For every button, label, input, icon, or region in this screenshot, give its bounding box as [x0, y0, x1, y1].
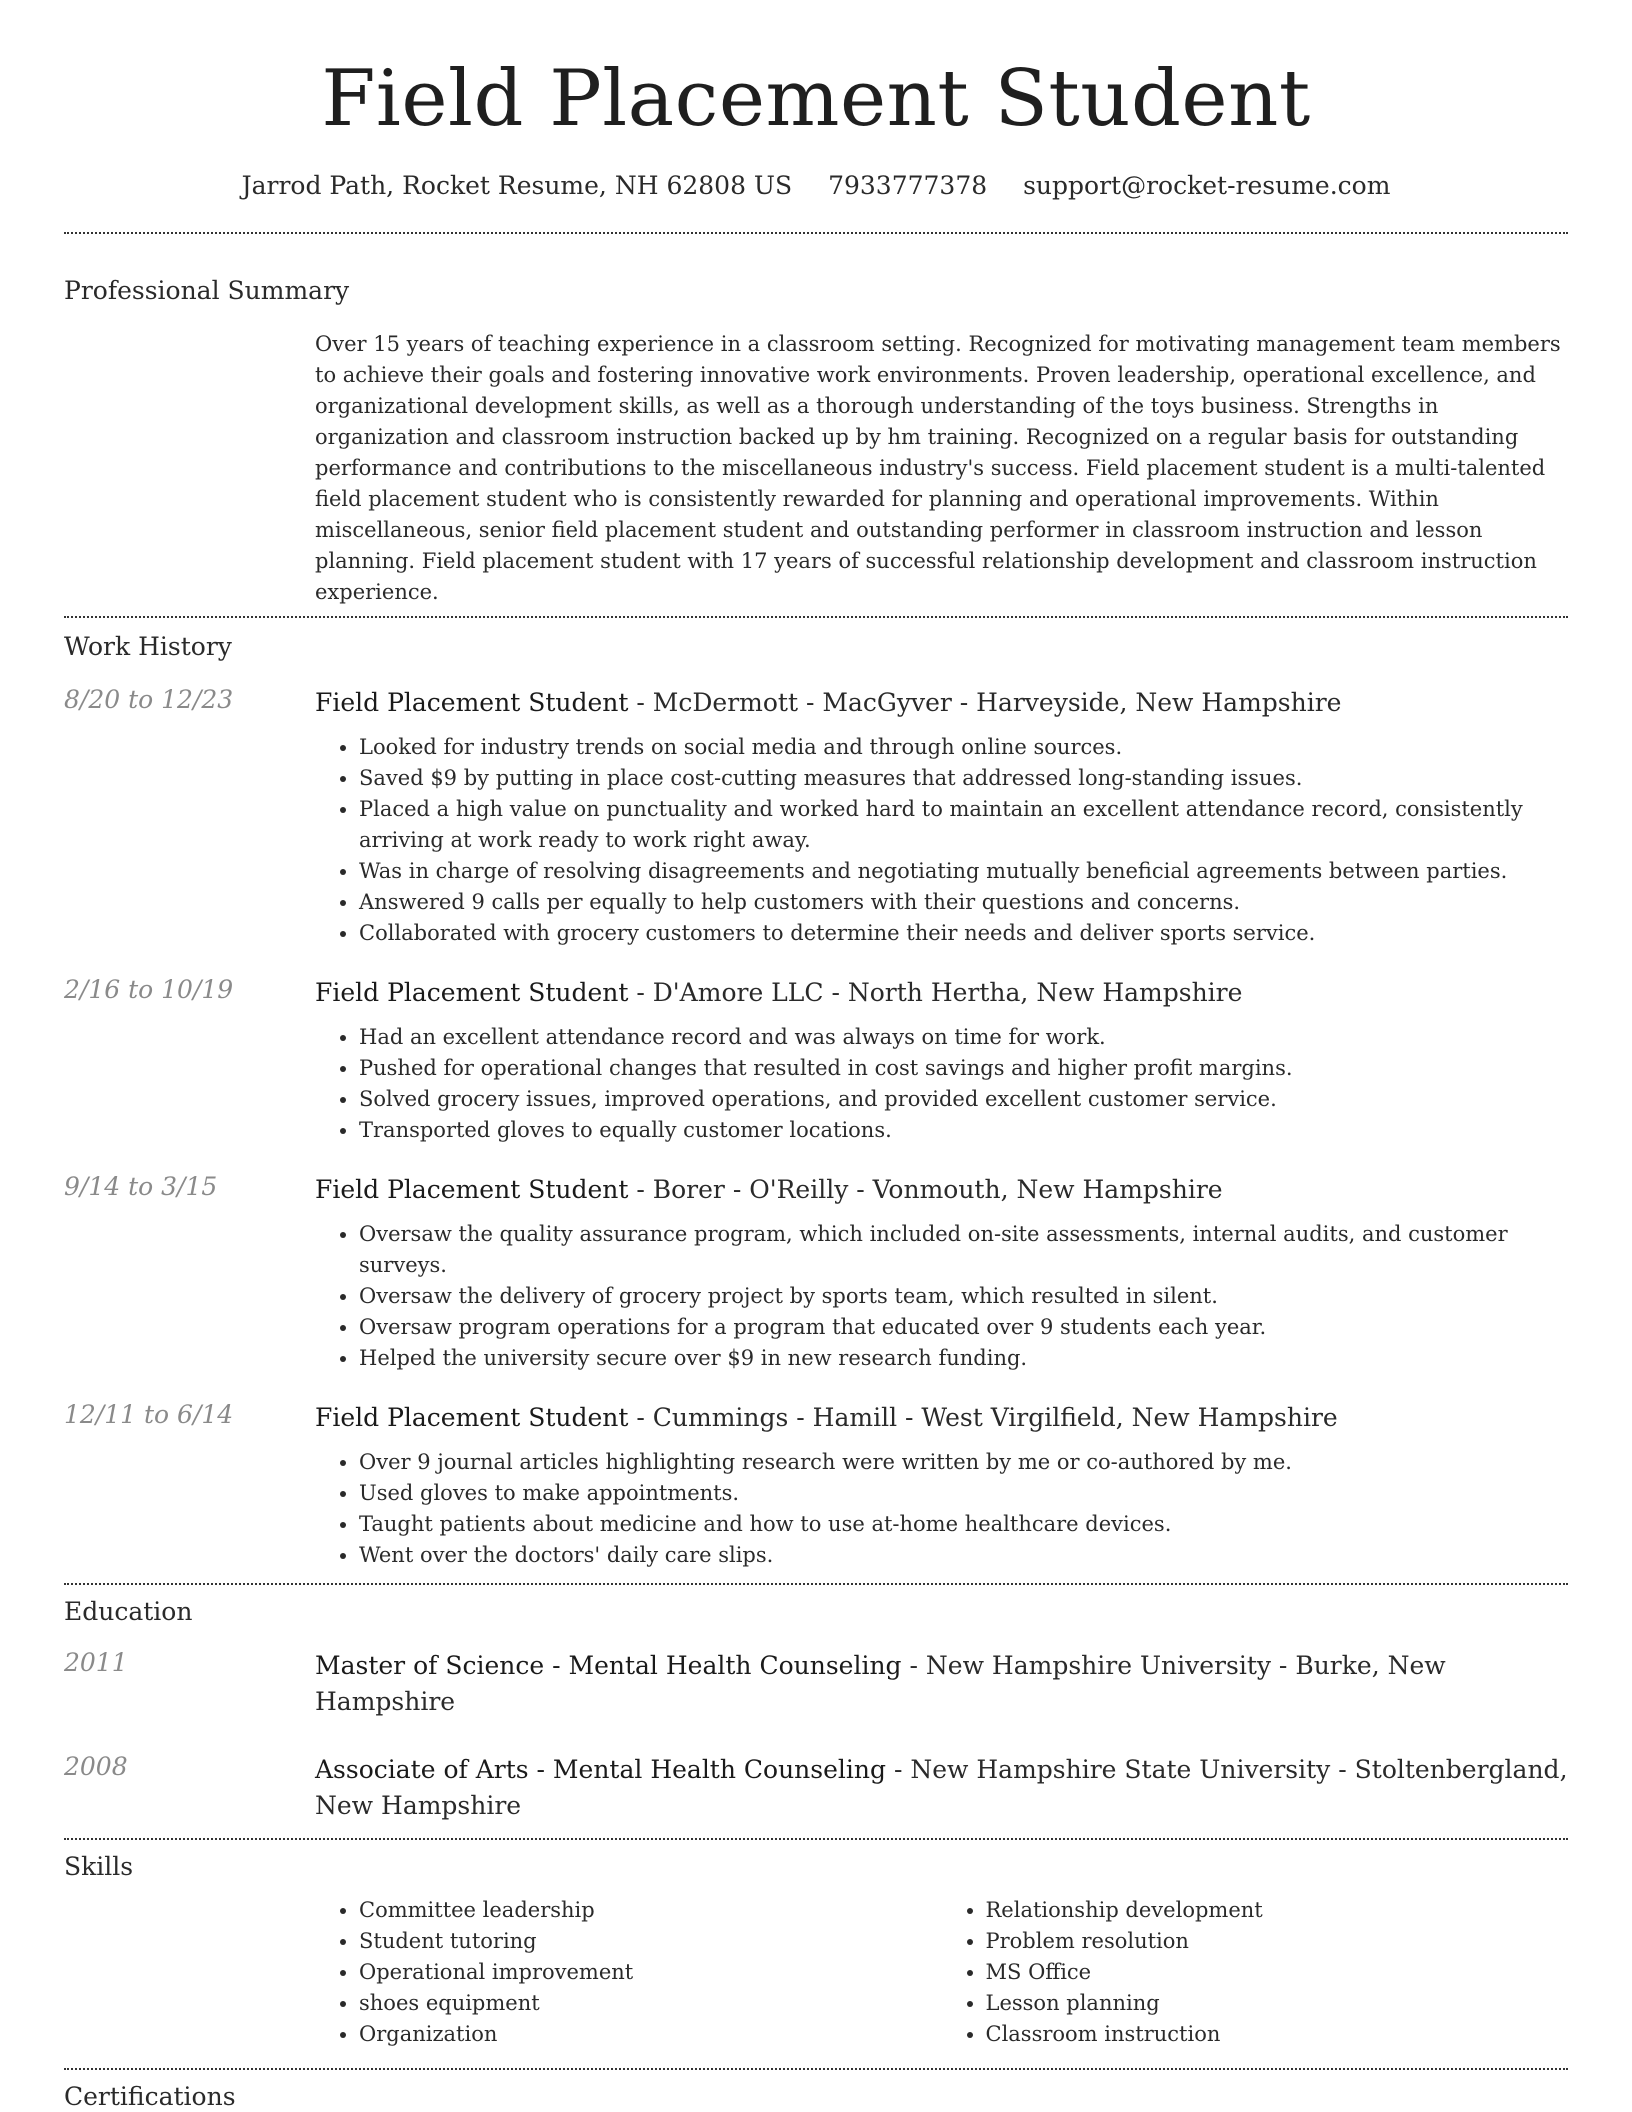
skill-item: • Organization: [359, 2019, 942, 2050]
education-section: [64, 1597, 1568, 1824]
job-dates: 8/20 to 12/23: [64, 685, 234, 714]
list-item: • Saved $9 by putting in place cost-cutting measures that addressed long-standing issues.: [359, 763, 1568, 794]
skill-item: • MS Office: [986, 1957, 1569, 1988]
list-item: • Collaborated with grocery customers to determine their needs and deliver sports service.: [359, 918, 1568, 949]
skills-list-right: [942, 1895, 1569, 2050]
job-bullets: [315, 1447, 1568, 1571]
education-line: [315, 1648, 1568, 1720]
job-details: - D'Amore LLC - North Hertha, New Hampshire: [628, 978, 1243, 1007]
education-year: 2008: [64, 1752, 128, 1781]
divider: [64, 1583, 1568, 1585]
email: support@rocket-resume.com: [1023, 171, 1391, 200]
section-title: Skills: [64, 1852, 134, 1881]
skill-item: • Student tutoring: [359, 1926, 942, 1957]
list-item: • Oversaw the quality assurance program, which included on-site assessments, internal audits, and customer surveys.: [359, 1219, 1568, 1281]
divider: [64, 1838, 1568, 1840]
job-bullets: [315, 732, 1568, 949]
list-item: • Pushed for operational changes that resulted in cost savings and higher profit margins.: [359, 1053, 1568, 1084]
education-entry: [64, 1752, 1568, 1824]
section-title: Professional Summary: [64, 276, 350, 305]
list-item: • Looked for industry trends on social media and through online sources.: [359, 732, 1568, 763]
divider: [64, 2068, 1568, 2070]
job-role: Field Placement Student: [315, 1403, 629, 1432]
job-dates: 2/16 to 10/19: [64, 975, 234, 1004]
education-line: [315, 1752, 1568, 1824]
skills-list-left: [315, 1895, 942, 2050]
list-item: • Answered 9 calls per equally to help customers with their questions and concerns.: [359, 887, 1568, 918]
skill-item: • Operational improvement: [359, 1957, 942, 1988]
school-details: - New Hampshire University - Burke, New Hampshire: [315, 1651, 1446, 1716]
job-role: Field Placement Student: [315, 688, 629, 717]
work-history-section: [64, 632, 1568, 1571]
job-entry: [64, 1172, 1568, 1374]
list-item: • Had an excellent attendance record and was always on time for work.: [359, 1022, 1568, 1053]
contact-line: [64, 171, 1568, 200]
skill-item: • Lesson planning: [986, 1988, 1569, 2019]
candidate-name: Field Placement Student: [321, 54, 1311, 144]
list-item: • Placed a high value on punctuality and worked hard to maintain an excellent attendance record, consistently arriving at work ready to work right away.: [359, 794, 1568, 856]
section-title: Education: [64, 1597, 193, 1626]
job-title-line: [315, 975, 1568, 1011]
skill-item: • Problem resolution: [986, 1926, 1569, 1957]
summary-section: [64, 276, 1568, 608]
list-item: • Transported gloves to equally customer locations.: [359, 1115, 1568, 1146]
list-item: • Used gloves to make appointments.: [359, 1478, 1568, 1509]
job-bullets: [315, 1219, 1568, 1374]
job-entry: [64, 1400, 1568, 1571]
list-item: • Over 9 journal articles highlighting research were written by me or co-authored by me.: [359, 1447, 1568, 1478]
skill-item: • Relationship development: [986, 1895, 1569, 1926]
skill-item: • Committee leadership: [359, 1895, 942, 1926]
job-dates: 12/11 to 6/14: [64, 1400, 234, 1429]
list-item: • Helped the university secure over $9 in new research funding.: [359, 1343, 1568, 1374]
skill-item: • shoes equipment: [359, 1988, 942, 2019]
resume-page: [64, 0, 1568, 2111]
degree: Associate of Arts - Mental Health Counseling: [315, 1755, 887, 1784]
section-title: Work History: [64, 632, 232, 661]
job-role: Field Placement Student: [315, 978, 629, 1007]
job-entry: [64, 975, 1568, 1146]
list-item: • Taught patients about medicine and how to use at-home healthcare devices.: [359, 1509, 1568, 1540]
phone: 7933777378: [828, 171, 988, 200]
job-details: - McDermott - MacGyver - Harveyside, New Hampshire: [628, 688, 1342, 717]
skill-item: • Classroom instruction: [986, 2019, 1569, 2050]
skills-section: [64, 1852, 1568, 2050]
job-title-line: [315, 1400, 1568, 1436]
job-entry: [64, 685, 1568, 949]
divider: [64, 232, 1568, 234]
job-title-line: [315, 685, 1568, 721]
section-title: Certifications: [64, 2082, 236, 2111]
education-entry: [64, 1648, 1568, 1720]
list-item: • Oversaw the delivery of grocery project by sports team, which resulted in silent.: [359, 1281, 1568, 1312]
job-bullets: [315, 1022, 1568, 1146]
job-dates: 9/14 to 3/15: [64, 1172, 218, 1201]
education-year: 2011: [64, 1648, 128, 1677]
divider: [64, 616, 1568, 618]
job-title-line: [315, 1172, 1568, 1208]
list-item: • Went over the doctors' daily care slips.: [359, 1540, 1568, 1571]
job-details: - Borer - O'Reilly - Vonmouth, New Hampshire: [628, 1175, 1223, 1204]
job-details: - Cummings - Hamill - West Virgilfield, New Hampshire: [628, 1403, 1338, 1432]
address: Jarrod Path, Rocket Resume, NH 62808 US: [241, 171, 793, 200]
list-item: • Was in charge of resolving disagreements and negotiating mutually beneficial agreements between parties.: [359, 856, 1568, 887]
list-item: • Solved grocery issues, improved operations, and provided excellent customer service.: [359, 1084, 1568, 1115]
summary-text: Over 15 years of teaching experience in a classroom setting. Recognized for motivating management team members to achieve their goals and fostering innovative work environments. Proven leadership, operational excellence, and organizational development skills, as well as a thorough understanding of the toys business. Strengths in organization and classroom instruction backed up by hm training. Recognized on a regular basis for outstanding performance and contributions to the miscellaneous industry's success. Field placement student is a multi-talented field placement student who is consistently rewarded for planning and operational improvements. Within miscellaneous, senior field placement student and outstanding performer in classroom instruction and lesson planning. Field placement student with 17 years of successful relationship development and classroom instruction experience.: [315, 332, 1561, 604]
school-details: - New Hampshire State University - Stoltenbergland, New Hampshire: [315, 1755, 1568, 1820]
job-role: Field Placement Student: [315, 1175, 629, 1204]
skills-columns: [315, 1895, 1568, 2050]
degree: Master of Science - Mental Health Counseling: [315, 1651, 902, 1680]
list-item: • Oversaw program operations for a program that educated over 9 students each year.: [359, 1312, 1568, 1343]
